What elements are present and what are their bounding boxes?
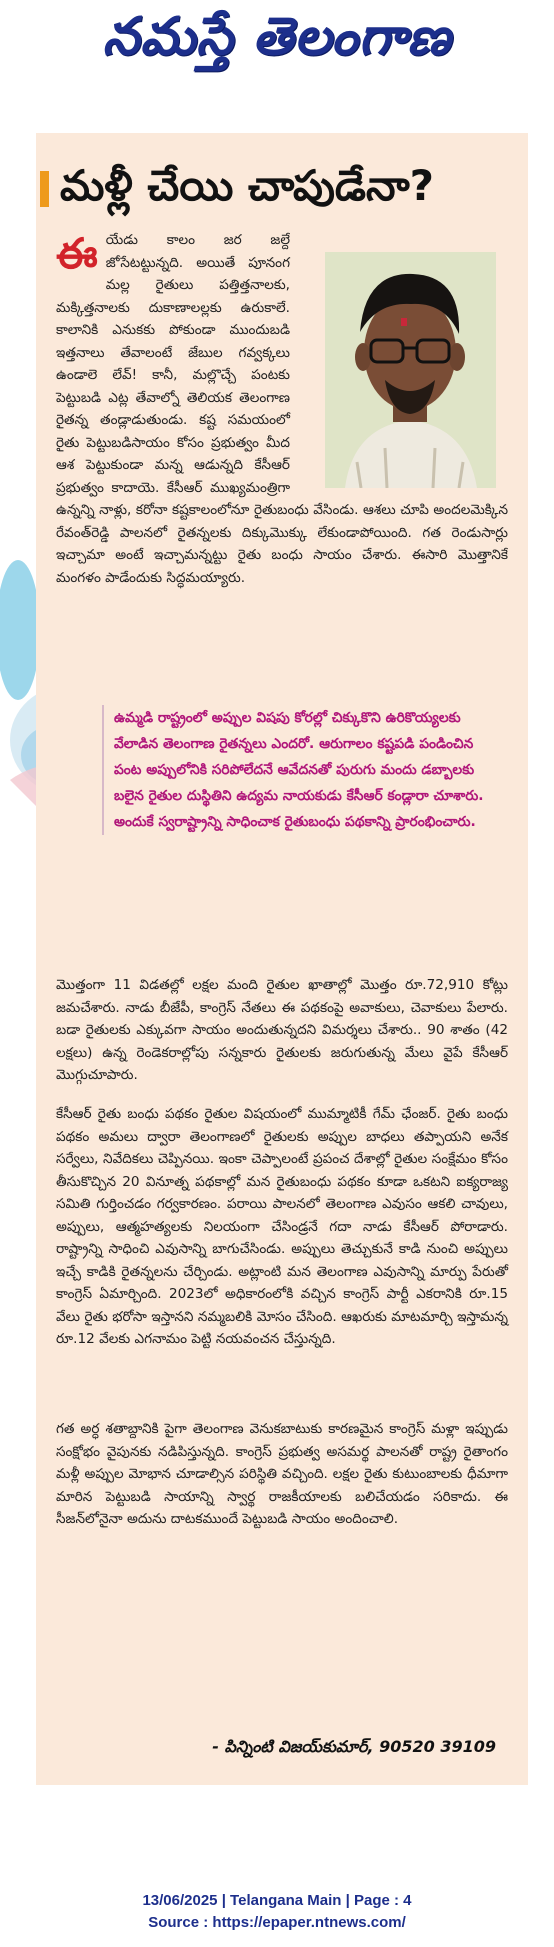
article-clipping bbox=[36, 133, 528, 1785]
photo-wrap-spacer bbox=[290, 229, 508, 497]
article-headline: మళ్లీ చేయి చాపుడేనా? bbox=[60, 161, 434, 210]
paragraph-2: మొత్తంగా 11 విడతల్లో లక్షల మంది రైతుల ఖాతాల్లో మొత్తం రూ.72,910 కోట్లు జమచేశారు. నాడు బీజేపీ, కాంగ్రెస్ నేతలు ఈ పథకంపై అవాకులు, చెవాకులు పేలారు. బడా రైతులకు ఎక్కువగా సాయం అందుతున్నదని విమర్శలు చేశారు.. 90 శాతం (42 లక్షలు) ఉన్న రెండెకరాల్లోపు సన్నకారు రైతులకు జరుగుతున్న మేలు వైపే కేసీఆర్ మొగ్గుచూపారు. bbox=[56, 977, 508, 1083]
headline-accent-bar bbox=[40, 171, 49, 207]
paragraph-1 bbox=[56, 229, 508, 589]
footer-date-edition: 13/06/2025 | Telangana Main | Page : 4 bbox=[142, 1892, 412, 1909]
newspaper-logo: నమస్తే తెలంగాణ bbox=[102, 6, 452, 67]
author-byline: - పిన్నింటి విజయ్‌కుమార్, 90520 39109 bbox=[212, 1737, 496, 1756]
masthead bbox=[0, 0, 554, 86]
headline-row bbox=[36, 153, 528, 213]
paragraph-4: గత అర్ధ శతాబ్దానికి పైగా తెలంగాణ వెనుకబాటుకు కారణమైన కాంగ్రెస్ మళ్లా ఇప్పుడు సంక్షోభం వైపునకు నడిపిస్తున్నది. కాంగ్రెస్ ప్రభుత్వ అసమర్థ పాలనతో రాష్ట్ర రైతాంగం మళ్లీ అప్పుల మోభాన చూడాల్సిన పరిస్థితి వచ్చింది. లక్షల రైతు కుటుంబాలకు ధీమాగా మారిన పెట్టుబడి సాయాన్ని స్వార్థ రాజకీయాలకు బలిచేయడం సరికాదు. ఈ సీజన్‌లోనైనా అదును దాటకముందే పెట్టుబడి సాయం అందించాలి. bbox=[56, 1421, 508, 1527]
footer-source: Source : https://epaper.ntnews.com/ bbox=[148, 1914, 406, 1931]
pull-quote: ఉమ్మడి రాష్ట్రంలో అప్పుల విషపు కోరల్లో చిక్కుకొని ఉరికొయ్యలకు వేలాడిన తెలంగాణ రైతన్నలు ఎందరో. ఆరుగాలం కష్టపడి పండించిన పంట అప్పులోనికి సరిపోలేదనే ఆవేదనతో పురుగు మందు డబ్బాలకు బలైన రైతుల దుస్థితిని ఉద్యమ నాయకుడు కేసీఆర్ కండ్లారా చూశారు. అందుకే స్వరాష్ట్రాన్ని సాధించాక రైతుబంధు పథకాన్ని ప్రారంభించారు. bbox=[102, 705, 499, 835]
dropcap: ఈ bbox=[56, 229, 98, 278]
paragraph-1-text: యేడు కాలం జర జల్దే జోసేటట్టున్నది. అయితే పూనంగ మల్ల రైతులు పత్తిత్తనాలకు, మక్కిత్తనాలకు దుకాణాలల్లకు ఉరుకాలే. కాలానికి ఎనుకకు పోకుండా ముందుబడి ఇత్తనాలు తేవాలంటే జేబుల గవ్వక్కలు ఉండాలె లేవ్! కానీ, మల్లొచ్చే పంటకు పెట్టుబడి ఎట్ల తేవాల్నో తెలియక తెలంగాణ రైతన్న తండ్లాడుతుండు. కష్ట సమయంలో రైతు పెట్టుబడిసాయం కోసం ప్రభుత్వం మీద ఆశ పెట్టుకుండా మన్న ఆడున్నది కేసీఆర్ ప్రభుత్వం కాదాయె. కేసీఆర్ ముఖ్యమంత్రిగా ఉన్నన్ని నాళ్లు, కరోనా కష్టకాలంలోనూ రైతుబంధు వేసిండు. ఆశలు చూపి అందలమెక్కిన రేవంత్‌రెడ్డి పాలనలో రైతన్నలకు దిక్కుమొక్కు లేకుండాపోయింది. గత రెండుసార్లు ఇచ్చామా అంటే ఇచ్చామన్నట్టు రైతు బంధు సాయం చేశారు. ఈసారి మొత్తానికే మంగళం పాడేందుకు సిద్ధమయ్యారు. bbox=[56, 232, 508, 586]
paragraph-3: కేసీఆర్ రైతు బంధు పథకం రైతుల విషయంలో ముమ్మాటికీ గేమ్ ఛేంజర్. రైతు బంధు పథకం అమలు ద్వారా తెలంగాణలో రైతులకు అప్పుల బాధలు తప్పాయని అనేక సర్వేలు, నివేదికలు చెప్పినయి. ఇంకా చెప్పాలంటే ప్రపంచ దేశాల్లో రైతుల సంక్షేమం కోసం తీసుకొచ్చిన 20 వినూత్న పథకాల్లో మన రైతుబంధు పథకం కూడా ఒకటని ఐక్యరాజ్య సమితి గుర్తించడం గర్వకారణం. పరాయి పాలనలో తెలంగాణ ఎవుసం ఆకలి చావులు, అప్పులు, ఆత్మహత్యలకు నిలయంగా చేసిండ్రనే గదా నాడు కేసీఆర్ పోరాడారు. రాష్ట్రాన్ని సాధించి ఎవుసాన్ని బాగుచేసిండు. అప్పులు తెచ్చుకునే కాడి నుంచి అప్పులు ఇచ్చే కాడికి రైతన్నలను చేర్చిండు. అట్లాంటి మన తెలంగాణ ఎవుసాన్ని మార్పు పేరుతో కాంగ్రెస్ ఏమార్చింది. 2023లో అధికారంలోకి వచ్చిన కాంగ్రెస్ పార్టీ ఎకరానికి రూ.15 వేలు రైతు భరోసా ఇస్తానని నమ్మబలికి మోసం చేసింది. ఆఖరుకు మాటమార్చి ఇస్తామన్న రూ.12 వేలకు ఎగనామం పెట్టి నయవంచన చేస్తున్నది. bbox=[56, 1106, 508, 1347]
